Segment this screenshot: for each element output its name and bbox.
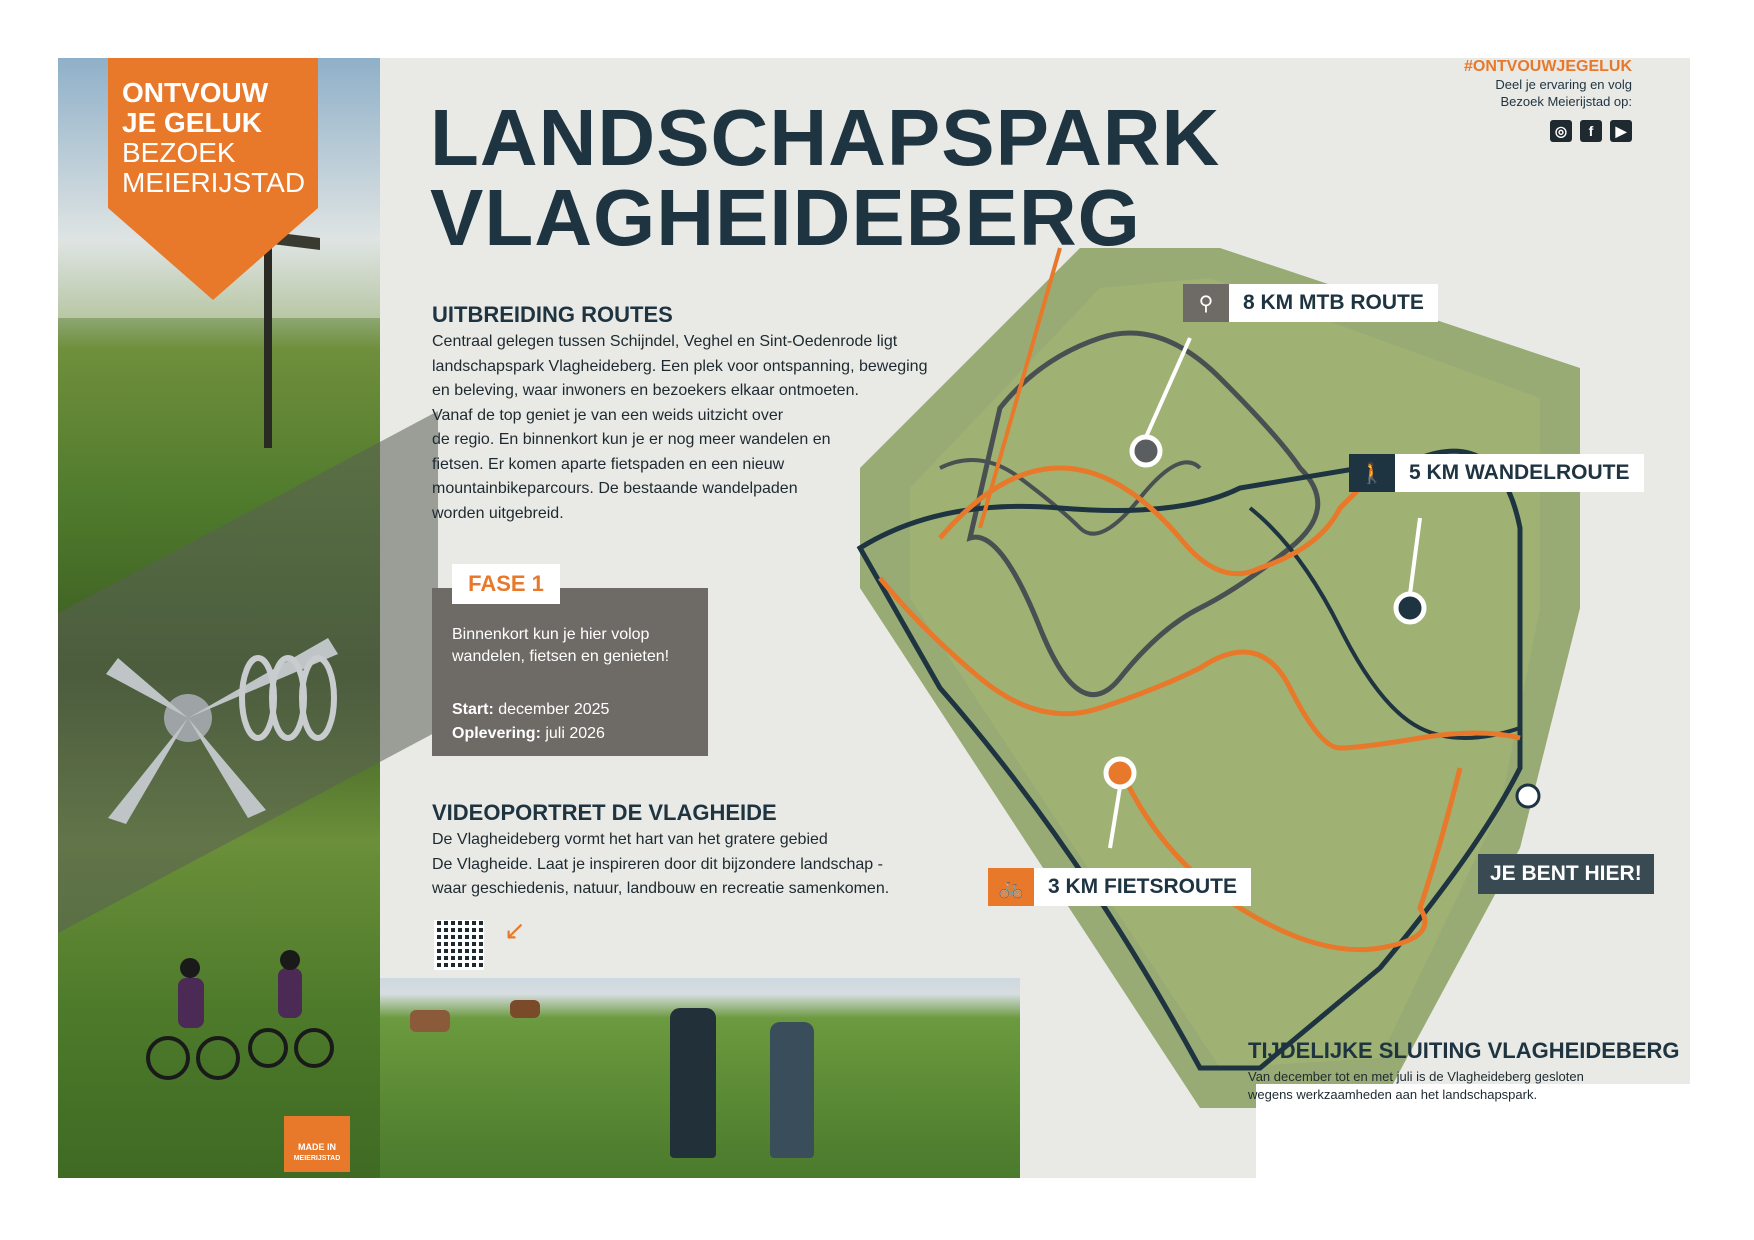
video-body <box>432 828 992 902</box>
routes-line: en beleving, waar inwoners en bezoekers elkaar ontmoeten. <box>432 382 859 399</box>
start-value: december 2025 <box>493 701 610 718</box>
person-1 <box>670 1008 716 1158</box>
cow-2 <box>510 1000 540 1018</box>
mtb-route-label: 8 KM MTB ROUTE <box>1229 284 1438 322</box>
routes-line: landschapspark Vlagheideberg. Een plek voor ontspanning, beweging <box>432 357 928 375</box>
brand-line-2: JE GELUK <box>122 107 263 138</box>
routes-line: Centraal gelegen tussen Schijndel, Veghel en Sint-Oedenrode ligt <box>432 333 898 350</box>
end-value: juli 2026 <box>540 725 605 742</box>
arrow-icon: ↙ <box>504 916 526 946</box>
closure-text <box>1248 1068 1668 1104</box>
here-marker <box>1517 785 1539 807</box>
title-line-2: VLAGHEIDEBERG <box>430 173 1141 262</box>
routes-line: Vanaf de top geniet je van een weids uitzicht over <box>432 406 784 424</box>
closure-line-1: Van december tot en met juli is de Vlagheideberg gesloten <box>1248 1069 1584 1084</box>
facebook-icon[interactable]: f <box>1580 120 1602 142</box>
poster <box>58 58 1690 1178</box>
social-block <box>1464 58 1632 142</box>
video-line: waar geschiedenis, natuur, landbouw en recreatie samenkomen. <box>432 880 890 897</box>
brand-line-3: BEZOEK <box>122 137 236 168</box>
brand-tag-point <box>108 208 318 300</box>
closure-line-2: wegens werkzaamheden aan het landschapspark. <box>1248 1087 1538 1102</box>
windmill-sculpture-icon <box>98 618 358 828</box>
mountain-bikers-icon <box>138 938 338 1088</box>
qr-code[interactable] <box>434 920 484 970</box>
end-label: Oplevering: <box>452 725 541 742</box>
social-line-1: Deel je ervaring en volg <box>1495 77 1632 92</box>
youtube-icon[interactable]: ▶ <box>1610 120 1632 142</box>
fase-text <box>452 624 692 668</box>
mtb-icon: ⚲ <box>1183 284 1229 322</box>
routes-line: fietsen. Er komen aparte fietspaden en een nieuw <box>432 455 785 473</box>
you-are-here-label: JE BENT HIER! <box>1478 854 1654 894</box>
brand-logo-text <box>122 78 312 198</box>
fase-tag: FASE 1 <box>452 564 560 604</box>
video-line: De Vlagheide. Laat je inspireren door dit bijzondere landschap - <box>432 855 883 873</box>
walk-route-label: 5 KM WANDELROUTE <box>1395 454 1644 492</box>
video-line: De Vlagheideberg vormt het hart van het gratere gebied <box>432 831 828 848</box>
routes-body <box>432 330 952 526</box>
walker-icon: 🚶 <box>1349 454 1395 492</box>
meadow-photo <box>380 978 1020 1178</box>
brand-line-1: ONTVOUW <box>122 77 269 108</box>
instagram-icon[interactable]: ◎ <box>1550 120 1572 142</box>
routes-line: worden uitgebreid. <box>432 504 564 522</box>
walk-marker <box>1396 594 1424 622</box>
made-in-line-1: MADE IN <box>298 1142 336 1152</box>
hashtag: #ONTVOUWJEGELUK <box>1463 58 1632 75</box>
routes-line: de regio. En binnenkort kun je er nog meer wandelen en <box>432 431 831 448</box>
made-in-logo <box>284 1116 350 1172</box>
routes-line: mountainbikeparcours. De bestaande wandelpaden <box>432 480 798 497</box>
start-label: Start: <box>452 701 494 718</box>
fase-line-1: Binnenkort kun je hier volop <box>452 626 650 643</box>
fase-dates <box>452 698 609 746</box>
bicycle-icon: 🚲 <box>988 868 1034 906</box>
brand-line-4: MEIERIJSTAD <box>122 167 306 198</box>
routes-heading: UITBREIDING ROUTES <box>432 302 673 327</box>
cow-1 <box>410 1010 450 1032</box>
made-in-line-2: MEIERIJSTAD <box>293 1155 341 1162</box>
person-2 <box>770 1022 814 1158</box>
title-line-1: LANDSCHAPSPARK <box>430 93 1221 182</box>
page-title <box>430 93 1221 262</box>
mtb-marker <box>1132 437 1160 465</box>
social-icons <box>1464 120 1632 142</box>
closure-heading: TIJDELIJKE SLUITING VLAGHEIDEBERG <box>1248 1038 1680 1063</box>
bike-marker <box>1106 759 1134 787</box>
social-line-2: Bezoek Meierijstad op: <box>1500 94 1632 109</box>
video-heading: VIDEOPORTRET DE VLAGHEIDE <box>432 800 777 825</box>
fase-line-2: wandelen, fietsen en genieten! <box>452 648 670 665</box>
bike-route-label: 3 KM FIETSROUTE <box>1034 868 1251 906</box>
